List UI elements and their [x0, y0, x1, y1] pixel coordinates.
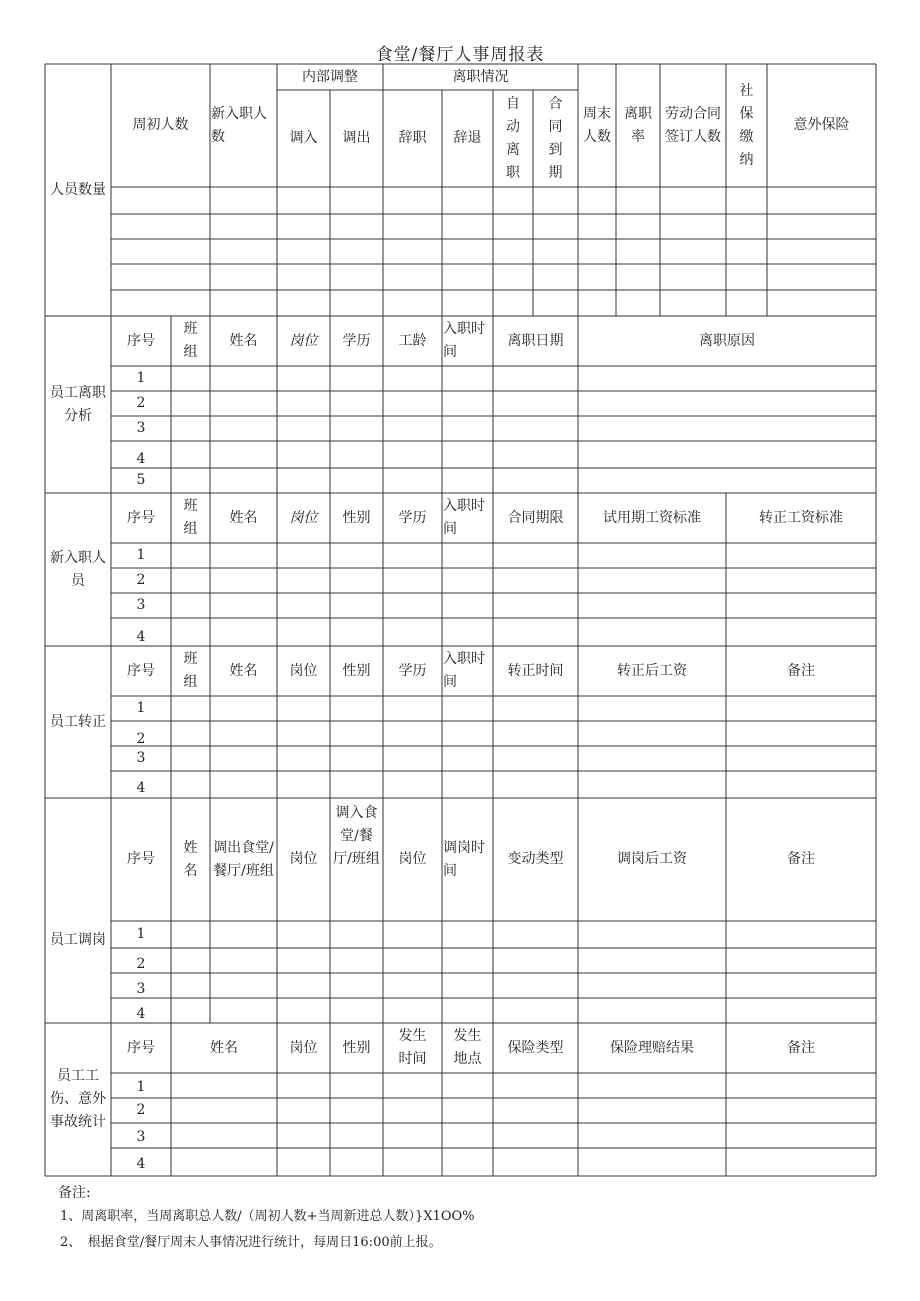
- header-contract-term: 合同期限: [507, 509, 564, 526]
- section-label-transfer: 员工调岗: [50, 932, 106, 948]
- section-label-injury-stats: 员工工伤、意外事故统计: [50, 1068, 106, 1130]
- header-claim-result: 保险理赔结果: [610, 1039, 694, 1056]
- row-number: 1: [136, 547, 146, 563]
- row-number: 2: [136, 730, 146, 747]
- header-leave-date: 离职日期: [507, 332, 564, 349]
- header-remarks: 备注: [787, 851, 815, 867]
- header-transfer-date: 调岗时间: [443, 839, 485, 879]
- header-incident-time: 发生时间: [398, 1028, 427, 1067]
- row-number: 4: [136, 1006, 146, 1022]
- row-number: 3: [136, 1129, 146, 1145]
- header-name: 姓名: [229, 332, 258, 349]
- row-number: 1: [136, 370, 146, 386]
- header-social-insurance: 社保缴纳: [739, 82, 754, 168]
- header-team: 班组: [183, 498, 198, 537]
- header-internal-adjust: 内部调整: [302, 68, 358, 85]
- header-transfer-out: 调出: [342, 130, 371, 146]
- header-regularization-date: 转正时间: [507, 662, 564, 679]
- header-insurance-type: 保险类型: [507, 1039, 564, 1056]
- header-dismiss: 辞退: [453, 130, 482, 146]
- header-hire-date: 入职时间: [443, 321, 485, 360]
- section-label-new-hires: 新入职人员: [50, 549, 106, 589]
- row-number: 4: [136, 628, 146, 645]
- header-name: 姓名: [229, 662, 258, 679]
- header-education: 学历: [398, 509, 427, 526]
- header-post-regular-salary: 转正后工资: [617, 662, 687, 679]
- notes-label: 备注:: [58, 1185, 91, 1201]
- header-team: 班组: [183, 321, 198, 360]
- header-education: 学历: [398, 662, 427, 679]
- header-leave-reason: 离职原因: [699, 332, 755, 349]
- row-number: 4: [136, 1155, 146, 1172]
- row-number: 3: [136, 750, 146, 766]
- row-number: 2: [136, 395, 146, 411]
- section-label-headcount: 人员数量: [50, 181, 106, 198]
- section-label-regularization: 员工转正: [50, 713, 106, 730]
- header-remarks: 备注: [787, 662, 815, 679]
- header-regular-salary: 转正工资标准: [759, 509, 843, 526]
- header-seniority: 工龄: [398, 332, 427, 349]
- header-transfer-from: 调出食堂/餐厅/班组: [213, 839, 274, 879]
- header-gender: 性别: [342, 1039, 371, 1056]
- header-name: 姓名: [183, 839, 198, 879]
- header-hire-date: 入职时间: [443, 651, 485, 690]
- header-gender: 性别: [342, 662, 371, 679]
- note-line-2: 2、 根据食堂/餐厅周末人事情况进行统计，每周日16:00前上报。: [60, 1235, 442, 1250]
- row-number: 3: [136, 420, 146, 436]
- section-label-departure-analysis: 员工离职分析: [50, 384, 106, 424]
- row-number: 2: [136, 572, 146, 588]
- header-post-transfer-salary: 调岗后工资: [617, 851, 687, 867]
- header-departures: 离职情况: [452, 68, 509, 85]
- note-line-1: 1、周离职率，当周离职总人数/（周初人数+当周新进总人数）}X1OO%: [60, 1209, 475, 1224]
- header-start-count: 周初人数: [132, 117, 189, 133]
- report-title: 食堂/餐厅人事周报表: [375, 45, 545, 65]
- header-resign: 辞职: [398, 130, 427, 146]
- row-number: 1: [136, 700, 146, 716]
- header-seq: 序号: [127, 851, 155, 867]
- header-change-type: 变动类型: [507, 851, 564, 867]
- header-education: 学历: [342, 332, 371, 349]
- header-position: 岗位: [289, 662, 318, 679]
- row-number: 3: [136, 981, 146, 997]
- header-new-position: 岗位: [398, 851, 427, 867]
- header-end-count: 周末人数: [583, 105, 611, 145]
- header-position: 岗位: [289, 509, 318, 526]
- row-number: 5: [136, 472, 146, 488]
- header-seq: 序号: [127, 1039, 155, 1056]
- header-contracts-signed: 劳动合同签订人数: [665, 105, 721, 145]
- header-transfer-in: 调入: [289, 130, 318, 146]
- row-number: 4: [136, 780, 146, 796]
- header-position: 岗位: [289, 851, 318, 867]
- row-number: 1: [136, 926, 146, 942]
- row-number: 4: [136, 451, 146, 467]
- header-name: 姓名: [229, 509, 258, 526]
- header-seq: 序号: [127, 509, 155, 526]
- header-turnover-rate: 离职率: [624, 105, 652, 145]
- header-gender: 性别: [342, 509, 371, 526]
- header-remarks: 备注: [787, 1039, 815, 1056]
- row-number: 2: [136, 956, 146, 972]
- row-number: 2: [136, 1102, 146, 1118]
- header-accident-insurance: 意外保险: [793, 117, 850, 133]
- row-number: 1: [136, 1079, 146, 1095]
- header-hire-date: 入职时间: [443, 498, 485, 537]
- row-number: 3: [136, 597, 146, 613]
- header-team: 班组: [183, 651, 198, 690]
- header-seq: 序号: [127, 332, 155, 349]
- header-probation-salary: 试用期工资标准: [603, 509, 701, 526]
- header-position: 岗位: [289, 1039, 318, 1056]
- header-self-quit: 自动离职: [506, 95, 520, 181]
- header-incident-location: 发生地点: [453, 1028, 482, 1067]
- header-name: 姓名: [210, 1039, 238, 1056]
- header-position: 岗位: [289, 332, 318, 349]
- header-new-hires: 新入职人数: [211, 105, 267, 145]
- header-contract-end: 合同到期: [548, 95, 563, 181]
- header-seq: 序号: [127, 662, 155, 679]
- header-transfer-to: 调入食堂/餐厅/班组: [333, 805, 380, 867]
